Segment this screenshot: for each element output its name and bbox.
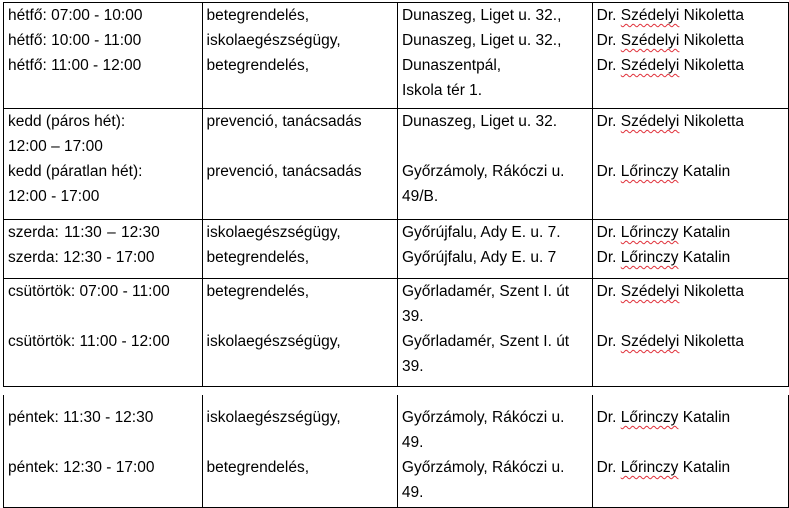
service: iskolaegészségügy, [206, 32, 341, 49]
schedule-table-continued [3, 395, 789, 508]
table-row [4, 3, 789, 109]
day-time-cell [4, 279, 203, 387]
day-time: kedd (páratlan hét): [8, 163, 143, 180]
location: Győrzámoly, Rákóczi u. [401, 163, 565, 180]
location-cell [397, 109, 592, 220]
day-time-cell [4, 395, 203, 507]
day-time: csütörtök: 11:00 - 12:00 [8, 333, 170, 350]
location: Győrzámoly, Rákóczi u. [401, 459, 565, 476]
service: iskolaegészségügy, [206, 224, 341, 241]
location: Győrújfalu, Ady E. u. 7. [401, 224, 561, 241]
service: iskolaegészségügy, [206, 409, 341, 426]
table-row [4, 109, 789, 220]
location-cell [397, 395, 592, 507]
service: prevenció, tanácsadás [206, 113, 362, 130]
doctor-name: Dr. Lőrinczy Katalin [596, 249, 731, 266]
doctor-name: Dr. Lőrinczy Katalin [596, 459, 731, 476]
service-cell [202, 395, 397, 507]
location: 49/B. [401, 188, 439, 205]
table-row [4, 279, 789, 387]
day-time-cell [4, 220, 203, 279]
service-cell [202, 3, 397, 109]
day-time: hétfő: 10:00 - 11:00 [8, 32, 142, 49]
table-row [4, 395, 789, 507]
location: 49. [401, 484, 424, 501]
location: Győrújfalu, Ady E. u. 7 [401, 249, 557, 266]
location: 39. [401, 358, 424, 375]
doctor-cell [592, 395, 788, 507]
service: betegrendelés, [206, 7, 310, 24]
service-cell [202, 109, 397, 220]
location-cell [397, 220, 592, 279]
location: Győrladamér, Szent I. út [401, 283, 570, 300]
doctor-name: Dr. Lőrinczy Katalin [596, 163, 731, 180]
location: 49. [401, 434, 424, 451]
doctor-cell [592, 279, 788, 387]
location: 39. [401, 308, 424, 325]
table-row [4, 220, 789, 279]
service-cell [202, 279, 397, 387]
day-time: hétfő: 11:00 - 12:00 [8, 57, 142, 74]
day-time: péntek: 12:30 - 17:00 [8, 459, 155, 476]
day-time: csütörtök: 07:00 - 11:00 [8, 283, 170, 300]
day-time: péntek: 11:30 - 12:30 [8, 409, 154, 426]
schedule-table [3, 2, 789, 387]
service-cell [202, 220, 397, 279]
doctor-cell [592, 109, 788, 220]
day-time: hétfő: 07:00 - 10:00 [8, 7, 143, 24]
day-time: 12:00 - 17:00 [8, 188, 100, 205]
service: betegrendelés, [206, 249, 310, 266]
doctor-name: Dr. Lőrinczy Katalin [596, 409, 731, 426]
doctor-name: Dr. Szédelyi Nikoletta [596, 32, 744, 49]
doctor-name: Dr. Lőrinczy Katalin [596, 224, 731, 241]
day-time: 12:00 – 17:00 [8, 138, 103, 155]
location-cell [397, 3, 592, 109]
location: Dunaszeg, Liget u. 32., [401, 7, 562, 24]
service: prevenció, tanácsadás [206, 163, 362, 180]
service: betegrendelés, [206, 57, 310, 74]
location: Dunaszeg, Liget u. 32. [401, 113, 558, 130]
day-time: szerda: 12:30 - 17:00 [8, 249, 155, 266]
day-time: szerda: 11:30 – 12:30 [8, 224, 160, 241]
day-time-cell [4, 109, 203, 220]
doctor-cell [592, 220, 788, 279]
doctor-name: Dr. Szédelyi Nikoletta [596, 57, 744, 74]
doctor-name: Dr. Szédelyi Nikoletta [596, 113, 744, 130]
location: Dunaszeg, Liget u. 32., [401, 32, 562, 49]
doctor-name: Dr. Szédelyi Nikoletta [596, 333, 744, 350]
day-time: kedd (páros hét): [8, 113, 126, 130]
service: iskolaegészségügy, [206, 333, 341, 350]
location: Dunaszentpál, [401, 57, 502, 74]
doctor-cell [592, 3, 788, 109]
day-time-cell [4, 3, 203, 109]
location: Győrzámoly, Rákóczi u. [401, 409, 565, 426]
location: Iskola tér 1. [401, 82, 483, 99]
doctor-name: Dr. Szédelyi Nikoletta [596, 7, 744, 24]
service: betegrendelés, [206, 283, 310, 300]
location: Győrladamér, Szent I. út [401, 333, 570, 350]
location-cell [397, 279, 592, 387]
doctor-name: Dr. Szédelyi Nikoletta [596, 283, 744, 300]
service: betegrendelés, [206, 459, 310, 476]
